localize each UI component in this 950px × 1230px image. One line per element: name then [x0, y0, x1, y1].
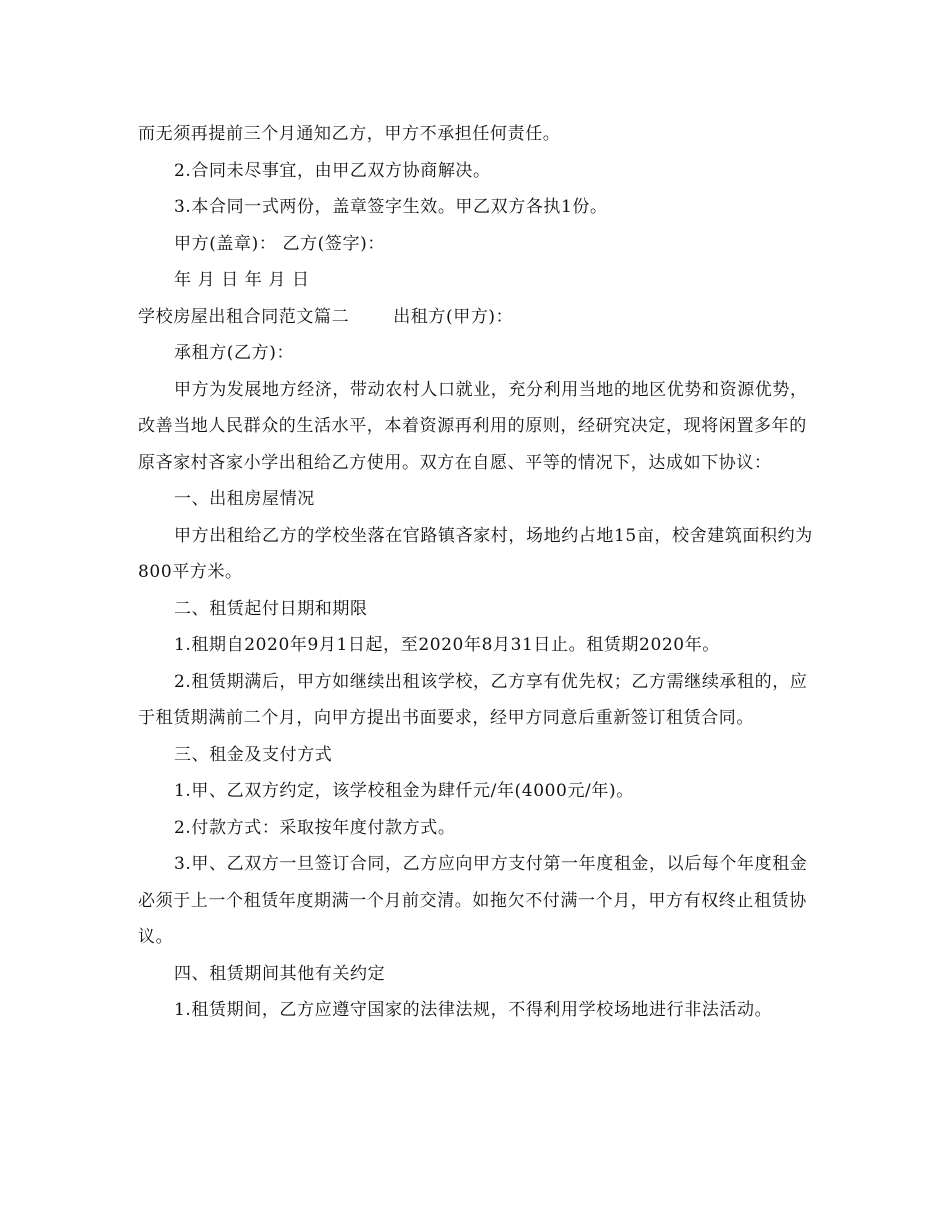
- paragraph: 2.合同未尽事宜，由甲乙双方协商解决。: [174, 160, 491, 181]
- paragraph: 3.甲、乙双方一旦签订合同，乙方应向甲方支付第一年度租金，以后每个年度租金必须于上一个租赁年度期满一个月前交清。如拖欠不付满一个月，甲方有权终止租赁协议。: [138, 854, 808, 947]
- section-title-line: [138, 299, 818, 336]
- section-heading: 二、租赁起付日期和期限: [174, 598, 368, 619]
- signature-line: 甲方(盖章)： 乙方(签字)：: [174, 233, 385, 254]
- section-heading: 一、出租房屋情况: [174, 489, 315, 509]
- section-title: 学校房屋出租合同范文篇二: [138, 306, 350, 327]
- document-body: [138, 116, 818, 1029]
- section-heading: 三、租金及支付方式: [174, 744, 333, 765]
- paragraph: 甲方为发展地方经济，带动农村人口就业，充分利用当地的地区优势和资源优势，改善当地人民群众的生活水平，本着资源再利用的原则，经研究决定，现将闲置多年的原吝家村吝家小学出租给乙方使用。双方在自愿、平等的情况下，达成如下协议：: [138, 379, 808, 473]
- paragraph: 2.付款方式：采取按年度付款方式。: [174, 817, 456, 838]
- paragraph: 1.甲、乙双方约定，该学校租金为肆仟元/年(4000元/年)。: [174, 781, 634, 801]
- lessor-label: 出租方(甲方)：: [393, 306, 514, 327]
- paragraph: 甲方出租给乙方的学校坐落在官路镇吝家村，场地约占地15亩，校舍建筑面积约为800平方米。: [138, 525, 813, 582]
- paragraph: 3.本合同一式两份，盖章签字生效。甲乙双方各执1份。: [174, 197, 608, 217]
- paragraph: 2.租赁期满后，甲方如继续出租该学校，乙方享有优先权；乙方需继续承租的，应于租赁期满前二个月，向甲方提出书面要求，经甲方同意后重新签订租赁合同。: [138, 671, 808, 728]
- paragraph: 而无须再提前三个月通知乙方，甲方不承担任何责任。: [138, 124, 561, 144]
- paragraph: 1.租赁期间，乙方应遵守国家的法律法规，不得利用学校场地进行非法活动。: [174, 1000, 773, 1020]
- section-heading: 四、租赁期间其他有关约定: [174, 963, 386, 984]
- date-line: 年 月 日 年 月 日: [174, 270, 310, 290]
- lessee-label: 承租方(乙方)：: [174, 343, 295, 363]
- paragraph: 1.租期自2020年9月1日起，至2020年8月31日止。租赁期2020年。: [174, 635, 720, 655]
